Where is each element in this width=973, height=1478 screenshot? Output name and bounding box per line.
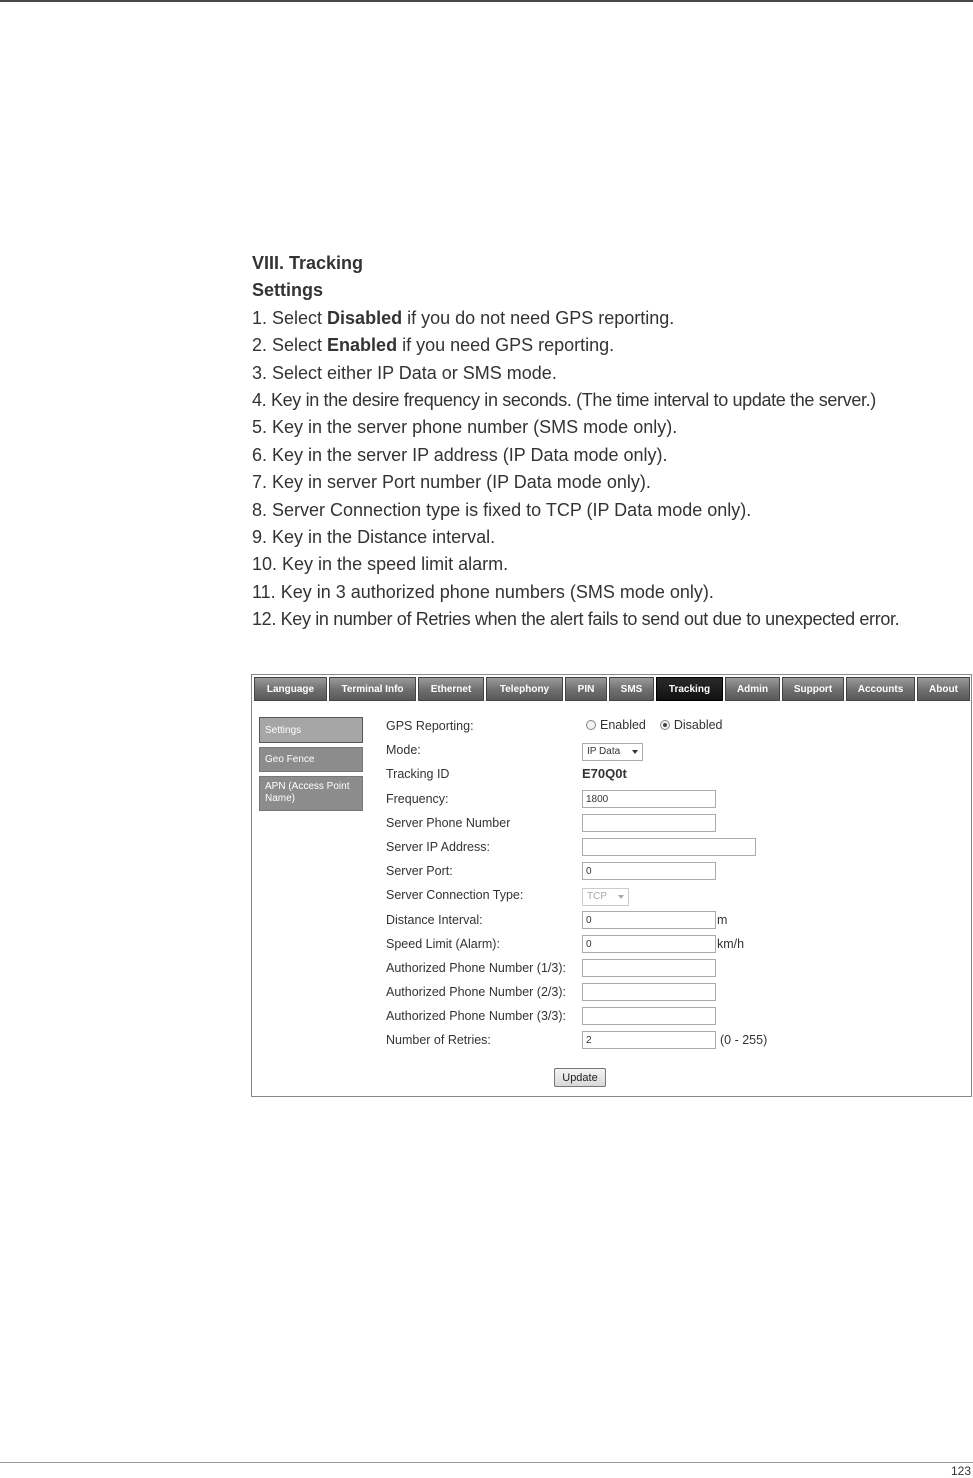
retries-label: Number of Retries: [386,1033,491,1048]
tab-admin[interactable]: Admin [725,677,780,701]
update-button[interactable]: Update [554,1068,606,1087]
server-phone-input[interactable] [582,814,716,832]
step-9: 9. Key in the Distance interval. [252,526,496,547]
speed-unit: km/h [717,936,745,951]
frequency-label: Frequency: [386,791,449,806]
auth-phone-3-input[interactable] [582,1007,716,1025]
tracking-id-label: Tracking ID [386,767,450,782]
connection-type-value: TCP [587,891,607,903]
retries-range: (0 - 255) [720,1033,768,1048]
distance-interval-input[interactable]: 0 [582,911,716,929]
distance-interval-row [386,909,966,933]
step-8: 8. Server Connection type is fixed to TCP (IP Data mode only). [252,499,752,520]
bottom-rule [0,1462,973,1463]
tracking-form [386,715,966,1054]
distance-unit: m [717,912,728,927]
gps-reporting-row [386,715,966,739]
auth-phone-1-label: Authorized Phone Number (1/3): [386,960,566,975]
chevron-down-icon [618,895,624,899]
chevron-down-icon [632,750,638,754]
server-ip-label: Server IP Address: [386,839,490,854]
server-port-label: Server Port: [386,864,453,879]
tab-terminal-info[interactable]: Terminal Info [329,677,416,701]
server-port-row [386,860,966,884]
tracking-settings-screenshot [251,674,972,1097]
tab-support[interactable]: Support [782,677,844,701]
gps-reporting-label: GPS Reporting: [386,719,474,733]
auth-phone-1-row [386,957,966,981]
server-port-input[interactable]: 0 [582,862,716,880]
speed-limit-label: Speed Limit (Alarm): [386,936,500,951]
auth-phone-3-row [386,1005,966,1029]
mode-row [386,739,966,763]
step-12: 12. Key in number of Retries when the alert fails to send out due to unexpected error. [252,609,900,630]
sidebar-item-apn[interactable]: APN (Access Point Name) [259,776,363,811]
auth-phone-1-input[interactable] [582,959,716,977]
retries-row [386,1029,966,1053]
step-3: 3. Select either IP Data or SMS mode. [252,362,557,383]
instructions [252,250,973,633]
auth-phone-3-label: Authorized Phone Number (3/3): [386,1009,566,1024]
retries-input[interactable]: 2 [582,1031,716,1049]
tracking-id-row [386,763,966,787]
step-4: 4. Key in the desire frequency in seconds. (The time interval to update the server.) [252,389,876,410]
auth-phone-2-input[interactable] [582,983,716,1001]
connection-type-row [386,884,966,908]
tab-ethernet[interactable]: Ethernet [418,677,484,701]
tab-telephony[interactable]: Telephony [486,677,563,701]
step-10: 10. Key in the speed limit alarm. [252,554,509,575]
step-5: 5. Key in the server phone number (SMS mode only). [252,417,678,438]
top-rule [0,0,973,2]
connection-type-label: Server Connection Type: [386,888,524,903]
tab-language[interactable]: Language [254,677,327,701]
mode-label: Mode: [386,743,421,758]
enabled-radio-label[interactable]: Enabled [600,718,646,732]
step-11: 11. Key in 3 authorized phone numbers (SMS mode only). [252,581,714,602]
disabled-radio[interactable] [660,720,670,730]
tab-sms[interactable]: SMS [609,677,654,701]
frequency-input[interactable]: 1800 [582,790,716,808]
connection-type-select [582,888,629,906]
page-number: 123 [950,1464,971,1478]
gps-reporting-radios [586,718,737,732]
enabled-radio[interactable] [586,720,596,730]
tab-bar [253,677,971,701]
tab-accounts[interactable]: Accounts [846,677,915,701]
distance-interval-label: Distance Interval: [386,912,483,927]
section-heading: VIII. Tracking [252,253,364,273]
auth-phone-2-row [386,981,966,1005]
tab-tracking[interactable]: Tracking [656,677,723,701]
server-phone-label: Server Phone Number [386,815,511,830]
section-subheading: Settings [252,280,324,301]
sidebar-item-geo-fence[interactable]: Geo Fence [259,747,363,772]
server-ip-input[interactable] [582,838,756,856]
speed-limit-row [386,933,966,957]
mode-select-value: IP Data [587,746,621,758]
step-7: 7. Key in server Port number (IP Data mode only). [252,472,651,493]
tracking-id-value: E70Q0t [582,766,627,782]
server-ip-row [386,836,966,860]
auth-phone-2-label: Authorized Phone Number (2/3): [386,985,566,1000]
mode-select[interactable] [582,743,643,761]
server-phone-row [386,812,966,836]
step-6: 6. Key in the server IP address (IP Data mode only). [252,444,668,465]
tab-pin[interactable]: PIN [565,677,607,701]
speed-limit-input[interactable]: 0 [582,935,716,953]
step-2: 2. Select Enabled if you need GPS reporting. [252,335,615,356]
frequency-row [386,788,966,812]
disabled-radio-label[interactable]: Disabled [673,718,723,732]
tab-about[interactable]: About [917,677,970,701]
sidebar [259,717,363,815]
step-1: 1. Select Disabled if you do not need GPS reporting. [252,307,675,328]
sidebar-item-settings[interactable]: Settings [259,717,363,743]
